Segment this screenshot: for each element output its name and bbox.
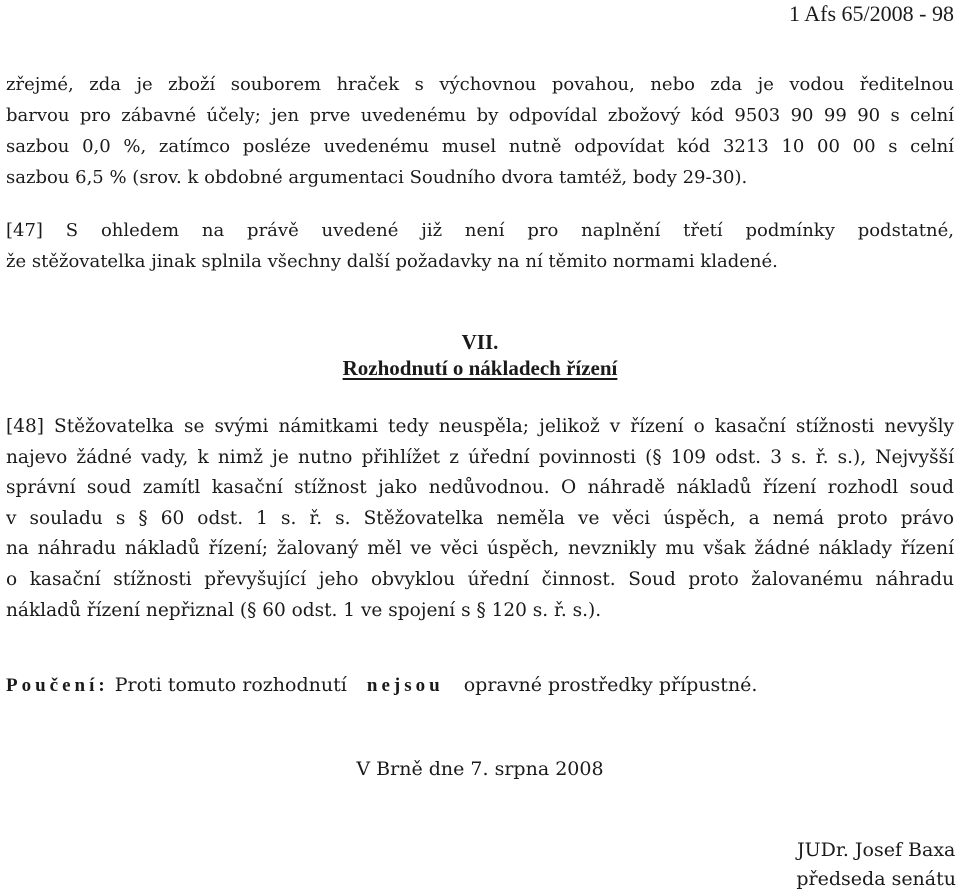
text-line: v souladu s § 60 odst. 1 s. ř. s. Stěžovatelka neměla ve věci úspěch, a nemá proto právo xyxy=(6,507,954,529)
text-line: nákladů řízení nepřiznal (§ 60 odst. 1 ve spojení s § 120 s. ř. s.). xyxy=(6,599,602,621)
text-line: [47] S ohledem na právě uvedené již není pro naplnění třetí podmínky podstatné, xyxy=(6,220,954,241)
text-line: správní soud zamítl kasační stížnost jako nedůvodnou. O náhradě nákladů řízení rozhodl soud xyxy=(6,477,954,499)
notice-emphasis: nejsou xyxy=(366,675,444,696)
text-line: sazbou 0,0 %, zatímco posléze uvedenému musel nutně odpovídat kód 3213 10 00 00 s celní xyxy=(6,136,954,157)
notice-text-before: Proti tomuto rozhodnutí xyxy=(114,674,347,696)
section-number: VII. xyxy=(461,330,499,354)
text-line: [48] Stěžovatelka se svými námitkami tedy neuspěla; jelikož v řízení o kasační stížnosti nevyšly xyxy=(6,416,954,437)
paragraph-continuation xyxy=(6,69,954,193)
text-line: sazbou 6,5 % (srov. k obdobné argumentaci Soudního dvora tamtéž, body 29-30). xyxy=(6,167,748,188)
text-line: na náhradu nákladů řízení; žalovaný měl ve věci úspěch, nevznikly mu však žádné náklady řízení xyxy=(6,538,954,560)
section-heading-text: Rozhodnutí o nákladech řízení xyxy=(342,356,618,380)
paragraph-47 xyxy=(6,215,954,277)
text-line: zřejmé, zda je zboží souborem hraček s výchovnou povahou, nebo zda je vodou ředitelnou xyxy=(6,74,954,95)
signatory-name: JUDr. Josef Baxa xyxy=(796,839,956,861)
section-heading xyxy=(0,355,960,381)
case-reference: 1 Afs 65/2008 - 98 xyxy=(789,1,954,26)
text-line: o kasační stížnosti převyšující jeho obvyklou úřední činnost. Soud proto žalovanému náhradu xyxy=(6,568,954,590)
text-line: barvou pro zábavné účely; jen prve uvedenému by odpovídal zbožový kód 9503 90 99 90 s celní xyxy=(6,105,954,126)
notice-label: Poučení: xyxy=(6,675,109,696)
text-line: najevo žádné vady, k nimž je nutno přihlížet z úřední povinnosti (§ 109 odst. 3 s. ř. s.), Nejvyšší xyxy=(6,446,954,468)
legal-notice xyxy=(6,671,757,700)
signatory-title: předseda senátu xyxy=(796,868,956,890)
paragraph-48 xyxy=(6,412,954,626)
place-and-date: V Brně dne 7. srpna 2008 xyxy=(356,758,604,780)
notice-text-after: opravné prostředky přípustné. xyxy=(463,674,758,696)
text-line: že stěžovatelka jinak splnila všechny další požadavky na ní těmito normami kladené. xyxy=(6,251,778,272)
signature-block xyxy=(796,836,956,894)
